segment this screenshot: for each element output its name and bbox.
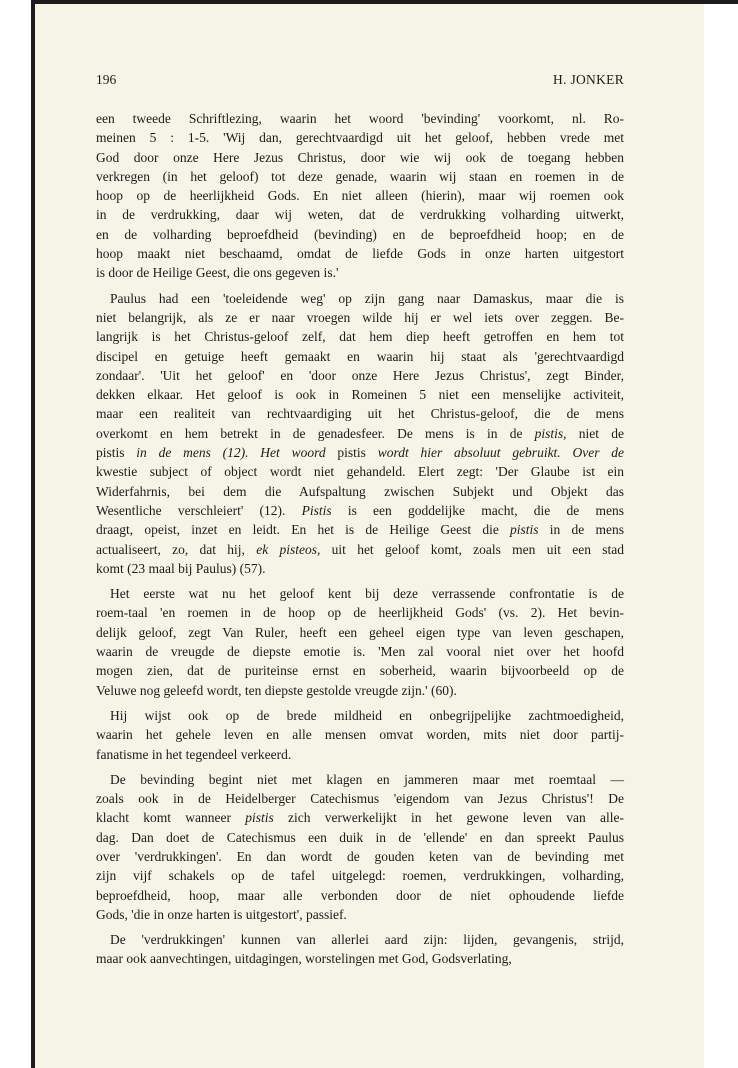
text-segment: Het eerste wat nu het geloof kent bij deze verrassende confrontatie is de — [110, 586, 624, 602]
text-line — [96, 109, 624, 128]
text-line — [96, 789, 624, 808]
text-segment: verkregen (in het geloof) tot deze genade, waarin wij staan en roemen in de — [96, 168, 624, 184]
text-segment: overkomt en hem betrekt in de genadesfeer. De mens is in de — [96, 425, 535, 441]
text-segment: niet belangrijk, als ze er naar vroegen wilde hij er wel iets over zeggen. Be- — [96, 309, 624, 325]
italic-term: Pistis — [301, 502, 332, 518]
text-line — [96, 642, 624, 661]
italic-term: ek pisteos, — [256, 541, 321, 557]
text-segment: Wesentliche verschleiert' (12). — [96, 502, 302, 518]
text-segment: God door onze Here Jezus Christus, door wie wij ook de toegang hebben — [96, 149, 624, 165]
paragraph — [96, 930, 624, 969]
text-line — [96, 886, 624, 905]
text-line — [96, 930, 624, 949]
text-segment: discipel en getuige heeft gemaakt en waarin hij staat als 'gerechtvaardigd — [96, 348, 624, 364]
text-segment: pistis — [337, 445, 366, 461]
paragraph — [96, 584, 624, 700]
text-segment: klacht komt wanneer — [96, 810, 246, 826]
italic-term: pistis — [245, 810, 274, 826]
text-segment: Veluwe nog geleefd wordt, ten diepste gestolde vreugde zijn.' (60). — [96, 682, 457, 698]
text-line — [96, 828, 624, 847]
text-segment: zijn vijf schakels op de tafel uitgelegd: roemen, verdrukkingen, volharding, — [96, 868, 624, 884]
text-segment: en de volharding beproefdheid (bevinding) en de beproefdheid hoop; en de — [96, 226, 624, 242]
text-segment: waarin de vreugde de diepste emotie is. 'Men zal vooral niet over het hoofd — [96, 644, 624, 660]
text-segment: delijk geloof, zegt Van Ruler, heeft een geheel eigen type van leven geschapen, — [96, 624, 624, 640]
text-line — [96, 347, 624, 366]
text-line — [96, 905, 624, 924]
page-header — [96, 72, 624, 92]
text-segment: Hij wijst ook op de brede mildheid en onbegrijpelijke zachtmoedigheid, — [110, 707, 624, 723]
text-segment: zondaar'. 'Uit het geloof' en 'door onze Here Jezus Christus', zegt Binder, — [96, 367, 624, 383]
text-line — [96, 327, 624, 346]
text-line — [96, 661, 624, 680]
text-segment: actualiseert, zo, dat hij, — [96, 541, 257, 557]
text-line — [96, 404, 624, 423]
text-line — [96, 520, 624, 539]
text-segment: in de mens — [538, 522, 624, 538]
text-line — [96, 308, 624, 327]
text-line — [96, 866, 624, 885]
text-segment: pistis — [96, 445, 125, 461]
italic-term: pistis — [510, 522, 539, 538]
text-line — [96, 128, 624, 147]
paragraph — [96, 289, 624, 578]
text-segment: kwestie subject of object wordt niet gehandeld. Elert zegt: 'Der Glaube ist ein — [96, 464, 624, 480]
text-line — [96, 745, 624, 764]
text-line — [96, 540, 624, 559]
text-segment: is een goddelijke macht, die de mens — [331, 502, 624, 518]
text-segment: fanatisme in het tegendeel verkeerd. — [96, 746, 292, 762]
italic-term: wordt hier absoluut gebruikt. Over de — [365, 445, 624, 461]
text-line — [96, 603, 624, 622]
text-line — [96, 770, 624, 789]
text-segment: roem-taal 'en roemen in de hoop op de heerlijkheid Gods' (vs. 2). Het bevin- — [96, 605, 624, 621]
text-line — [96, 681, 624, 700]
text-segment: hoop maakt niet beschaamd, omdat de liefde Gods in onze harten uitgestort — [96, 246, 624, 262]
text-line — [96, 263, 624, 282]
text-segment: maar een realiteit van rechtvaardiging uit het Christus-geloof, die de mens — [96, 406, 624, 422]
text-line — [96, 244, 624, 263]
italic-term: pistis — [534, 425, 564, 441]
text-line — [96, 808, 624, 827]
paragraph — [96, 706, 624, 764]
text-segment: hoop op de heerlijkheid Gods. En niet alleen (hierin), maar wij roemen ook — [96, 188, 624, 204]
text-line — [96, 186, 624, 205]
text-segment: in de verdrukking, daar wij weten, dat de verdrukking volharding uitwerkt, — [96, 207, 624, 223]
text-line — [96, 623, 624, 642]
text-line — [96, 847, 624, 866]
text-line — [96, 706, 624, 725]
text-segment: meinen 5 : 1-5. 'Wij dan, gerechtvaardigd uit het geloof, hebben vrede met — [96, 130, 624, 146]
text-line — [96, 385, 624, 404]
text-line — [96, 366, 624, 385]
text-segment: zich verwerkelijkt in het gewone leven van alle- — [273, 810, 624, 826]
text-segment: uit het geloof komt, zoals men uit een stad — [320, 541, 624, 557]
text-segment: waarin het gehele leven en alle mensen omvat worden, mits niet door partij- — [96, 727, 624, 743]
text-segment: De 'verdrukkingen' kunnen van allerlei aard zijn: lijden, gevangenis, strijd, — [110, 932, 624, 948]
text-line — [96, 443, 624, 462]
text-segment: over 'verdrukkingen'. En dan wordt de gouden keten van de bevinding met — [96, 848, 624, 864]
text-line — [96, 501, 624, 520]
text-line — [96, 559, 624, 578]
paragraph — [96, 109, 624, 283]
text-segment: mogen zien, dat de puriteinse ernst en soberheid, waarin bijvoorbeeld op de — [96, 663, 624, 679]
text-line — [96, 725, 624, 744]
text-segment: beproefdheid, hoop, maar alle verbonden door de niet ophoudende liefde — [96, 887, 624, 903]
text-segment: zoals ook in de Heidelberger Catechismus 'eigendom van Jezus Christus'! De — [96, 791, 624, 807]
italic-term: in de mens (12). Het woord — [124, 445, 338, 461]
text-segment: Gods, 'die in onze harten is uitgestort', passief. — [96, 906, 347, 922]
text-segment: een tweede Schriftlezing, waarin het woord 'bevinding' voorkomt, nl. Ro- — [96, 111, 624, 126]
text-segment: maar ook aanvechtingen, uitdagingen, worstelingen met God, Godsverlating, — [96, 951, 512, 967]
text-line — [96, 225, 624, 244]
text-line — [96, 949, 624, 968]
text-segment: dag. Dan doet de Catechismus een duik in de 'ellende' en dan spreekt Paulus — [96, 829, 624, 845]
text-segment: , niet de — [563, 425, 624, 441]
page-number: 196 — [96, 72, 117, 87]
text-line — [96, 205, 624, 224]
text-segment: dekken elkaar. Het geloof is ook in Romeinen 5 niet een menselijke activiteit, — [96, 387, 624, 403]
text-line — [96, 462, 624, 481]
text-segment: Paulus had een 'toeleidende weg' op zijn gang naar Damaskus, maar die is — [110, 290, 624, 306]
text-line — [96, 167, 624, 186]
text-segment: langrijk is het Christus-geloof zelf, dat hem diep heeft getroffen en hem tot — [96, 329, 624, 345]
text-line — [96, 148, 624, 167]
text-segment: Widerfahrnis, bei dem die Aufspaltung zwischen Subjekt und Objekt das — [96, 483, 624, 499]
text-segment: draagt, opeist, inzet en leidt. En het is de Heilige Geest die — [96, 522, 511, 538]
paragraph — [96, 770, 624, 924]
text-line — [96, 424, 624, 443]
text-line — [96, 289, 624, 308]
text-line — [96, 482, 624, 501]
running-head: H. JONKER — [553, 72, 624, 87]
body-text — [96, 109, 624, 969]
text-segment: is door de Heilige Geest, die ons gegeven is.' — [96, 265, 339, 281]
text-segment: komt (23 maal bij Paulus) (57). — [96, 560, 266, 576]
text-line — [96, 584, 624, 603]
text-segment: De bevinding begint niet met klagen en jammeren maar met roemtaal — — [110, 771, 624, 787]
